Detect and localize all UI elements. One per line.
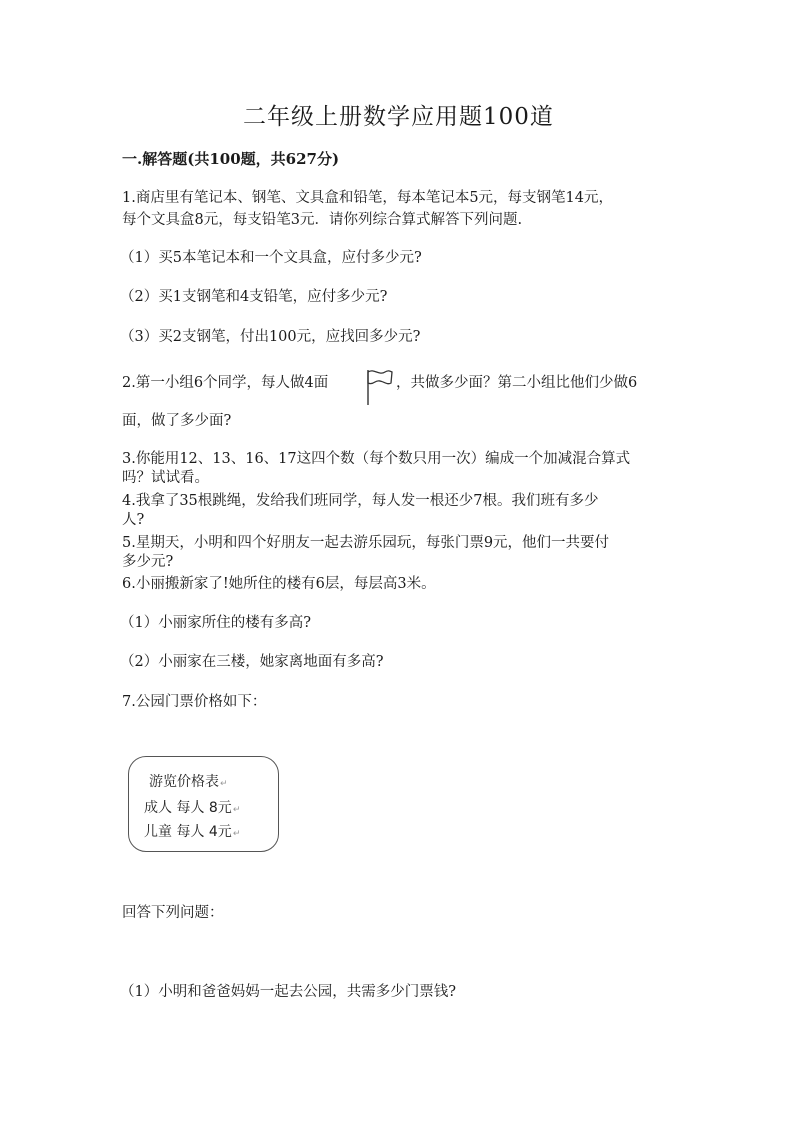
page-title: 二年级上册数学应用题100道 — [243, 104, 554, 130]
section-heading: 一.解答题(共100题，共627分) — [122, 150, 340, 168]
question-6-line-1: 6.小丽搬新家了!她所住的楼有6层，每层高3米。 — [122, 576, 436, 592]
price-row-child-label: 儿童 — [144, 824, 172, 840]
question-1-line-2: 每个文具盒8元，每支铅笔3元．请你列综合算式解答下列问题. — [122, 212, 523, 228]
price-table-title: 游览价格表↵ — [149, 774, 228, 790]
price-row-adult-label: 成人 — [144, 800, 172, 816]
price-table — [128, 756, 279, 852]
question-2-line-2: 面，做了多少面? — [122, 413, 232, 429]
price-row-adult: 成人 每人 8元↵ — [144, 800, 241, 816]
question-5-line-1: 5.星期天，小明和四个好朋友一起去游乐园玩，每张门票9元，他们一共要付 — [122, 535, 610, 551]
price-row-child-value: 每人 4元 — [176, 824, 232, 840]
price-row-adult-value: 每人 8元 — [176, 800, 232, 816]
question-5-line-2: 多少元? — [122, 554, 174, 570]
question-2-part-1: 2.第一小组6个同学，每人做4面 — [122, 375, 329, 391]
question-7-line-1: 7.公园门票价格如下： — [122, 694, 267, 710]
question-6-sub-2: （2）小丽家在三楼，她家离地面有多高? — [120, 654, 384, 670]
question-7-prompt: 回答下列问题： — [122, 905, 224, 921]
question-3-line-1: 3.你能用12、13、16、17这四个数（每个数只用一次）编成一个加减混合算式 — [122, 451, 631, 467]
question-1-sub-1: （1）买5本笔记本和一个文具盒，应付多少元? — [120, 250, 422, 266]
question-1-line-1: 1.商店里有笔记本、钢笔、文具盒和铅笔，每本笔记本5元，每支钢笔14元， — [122, 190, 614, 206]
question-1-sub-2: （2）买1支钢笔和4支铅笔，应付多少元? — [120, 289, 388, 305]
question-6-sub-1: （1）小丽家所住的楼有多高? — [120, 615, 311, 631]
price-row-child: 儿童 每人 4元↵ — [144, 824, 241, 840]
question-2-part-2: ，共做多少面？第二小组比他们少做6 — [396, 375, 638, 391]
question-1-sub-3: （3）买2支钢笔，付出100元，应找回多少元? — [120, 329, 421, 345]
question-4-line-1: 4.我拿了35根跳绳，发给我们班同学，每人发一根还少7根。我们班有多少 — [122, 493, 599, 509]
question-3-line-2: 吗？试试看。 — [122, 470, 209, 486]
question-7-sub-1: （1）小明和爸爸妈妈一起去公园，共需多少门票钱? — [120, 984, 456, 1000]
flag-icon — [364, 368, 394, 406]
question-4-line-2: 人? — [122, 512, 145, 528]
